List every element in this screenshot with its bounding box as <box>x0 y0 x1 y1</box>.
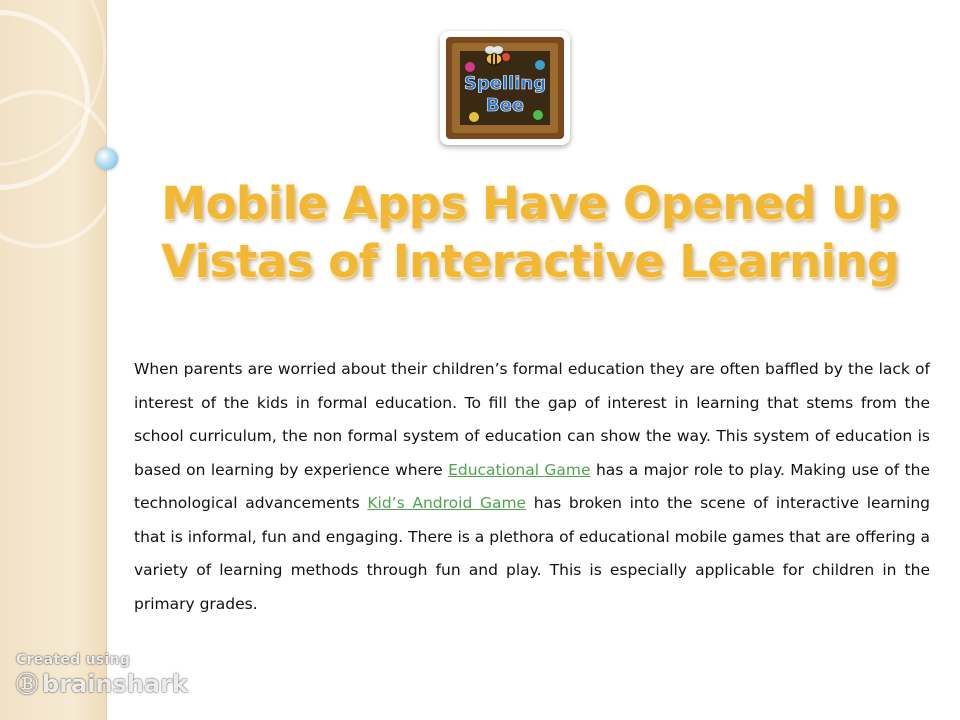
slide-title-line2: Vistas of Interactive Learning <box>161 235 899 288</box>
logo-text-line1: Spelling <box>463 73 547 94</box>
brainshark-logo-icon: Ⓑ <box>16 673 39 698</box>
spelling-bee-logo <box>440 31 570 145</box>
created-using-label: Created using <box>16 652 131 668</box>
brainshark-watermark <box>16 652 188 699</box>
brainshark-label: brainshark <box>42 669 188 698</box>
bee-icon <box>485 46 503 65</box>
logo-text-line2: Bee <box>485 95 525 116</box>
body-text-part1: When parents are worried about their children’s formal education they are often baffled by the lack of interest of the kids in formal education. To fill the gap of interest in learning that stems from the school curriculum, the non formal system of education can show the way. This system of education is based on learning by experience where <box>134 360 930 479</box>
brainshark-brand <box>16 668 188 699</box>
decorative-ring <box>0 90 107 248</box>
slide-title <box>150 175 910 291</box>
decorative-side-panel <box>0 0 107 720</box>
body-text-part3: has broken into the scene of interactive learning that is informal, fun and engaging. There is a plethora of educational mobile games that are offering a variety of learning methods through fun and play. This is especially applicable for children in the primary grades. <box>134 494 930 613</box>
kids-android-game-link[interactable]: Kid’s Android Game <box>367 494 527 512</box>
body-paragraph <box>134 353 930 621</box>
body-text-part2: has a major role to play. Making use of the technological advancements <box>134 460 931 512</box>
decorative-bubble-icon <box>96 148 118 170</box>
spelling-bee-logo-graphic <box>446 37 564 139</box>
slide-title-line1: Mobile Apps Have Opened Up <box>161 177 899 230</box>
educational-game-link[interactable]: Educational Game <box>448 460 591 479</box>
